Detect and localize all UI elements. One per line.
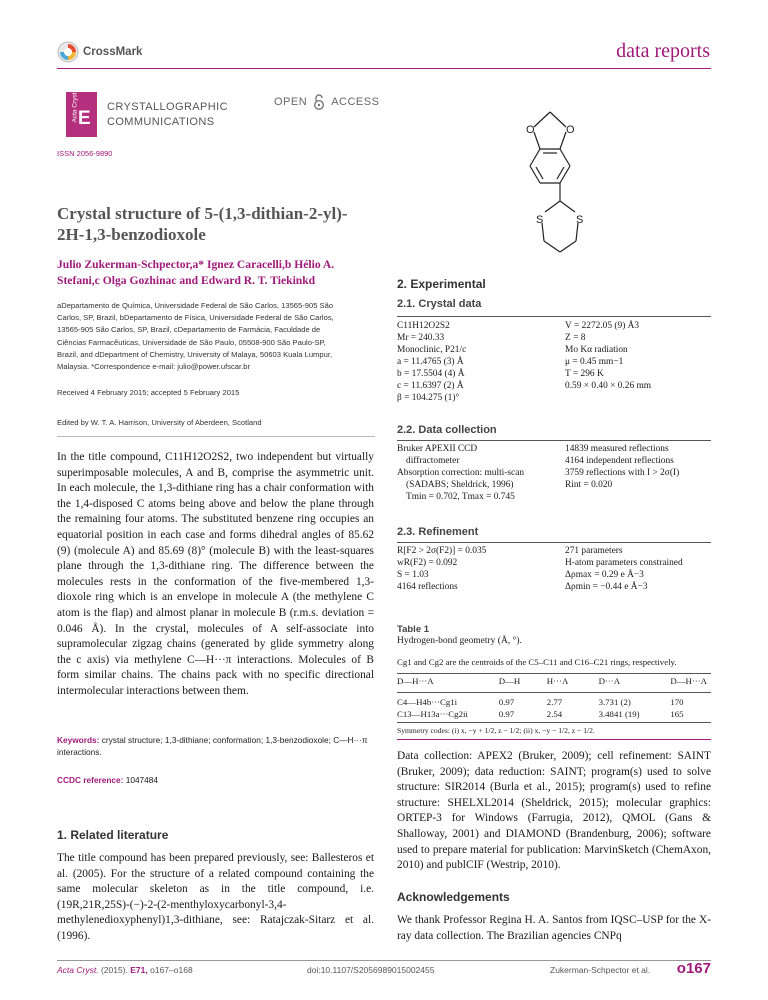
keywords-text: crystal structure; 1,3-dithiane; conformation; 1,3-benzodioxole; C—H···π interactions. [57,735,368,758]
atom-s1: S [536,214,544,226]
abstract-rule [57,436,375,437]
footer-pages: o167–o168 [150,965,193,975]
table-cell: C13—H13a···Cg2ii [397,709,468,719]
article-title-line2: 2H-1,3-benzodioxole [57,225,206,244]
crystal-item: Monoclinic, P21/c [397,345,467,355]
authors-line1: Julio Zukerman-Schpector,a* Ignez Caracelli,b Hélio A. [57,258,335,271]
collection-item: Rint = 0.020 [565,480,613,490]
crystal-item: a = 11.4765 (3) Å [397,357,464,367]
refinement-rule [397,542,711,543]
open-access-icon [312,94,326,110]
table-row [397,693,711,709]
table-col-header: D—H···A [397,676,434,686]
refinement-data-right [565,545,683,593]
refinement-item: Δρmin = −0.44 e Å−3 [565,582,648,592]
affiliations [57,300,397,373]
table-row [397,708,711,720]
molecule-diagram [500,105,610,270]
refinement-item: R[F2 > 2σ(F2)] = 0.035 [397,546,487,556]
table-col-header: D···A [598,676,621,686]
journal-badge-text: Acta Cryst [71,92,79,123]
collection-item: 3759 reflections with I > 2σ(I) [565,468,680,478]
authors [57,257,397,288]
collection-rule [397,440,711,441]
footer-doi[interactable]: doi:10.1107/S2056989015002455 [307,965,435,975]
crystal-data-right [565,320,651,392]
page-number: o167 [676,960,711,977]
software-text: Data collection: APEX2 (Bruker, 2009); cell refinement: SAINT (Bruker, 2009); data reduction: SAINT; program(s) used to solve structure: SIR2014 (Burla et al., 2015); program(s) used to refine structure: SHELXL2014 (Sheldrick, 2015); molecular graphics: ORTEP-3 for Windows (Farrugia, 2012), QMOL (Gans & Shalloway, 2001) and DIAMOND (Brandenburg, 2006); software used to prepare material for publication: MarvinSketch (ChemAxon, 2010) and publCIF (Westrip, 2010). [397,750,711,872]
affiliation-line: 13565-905 São Carlos, SP, Brazil, cDepartamento de Farmácia, Faculdade de [57,325,321,335]
journal-letter: E [78,108,91,129]
open-access-right: ACCESS [331,96,380,108]
hbond-table [397,675,711,720]
footer-rule [57,960,711,961]
refinement-heading: 2.3. Refinement [397,526,479,538]
table-cell: 2.54 [546,709,563,719]
crystal-item: 0.59 × 0.40 × 0.26 mm [565,381,652,391]
crystal-item: T = 296 K [565,369,604,379]
table-col-header: D—H [498,676,521,686]
related-text: The title compound has been prepared previously, see: Ballesteros et al. (2005). For the structure of a related compound containing the same molecular skeleton as in the title compound, i.e. (19R,21R,25S)-(−)-2-(2-menthyloxycarbonyl-3,4-methylenedioxyphenyl)1,3-dithiane, see: Ratajczak-Sitarz et al. (1996). [57,852,374,942]
keywords-label: Keywords: [57,735,100,745]
crystal-item: β = 104.275 (1)° [397,393,460,403]
crystal-item: V = 2272.05 (9) Å3 [565,321,640,331]
ccdc-label: CCDC reference: [57,775,124,785]
atom-o2: O [566,124,575,136]
table-cell: 3.4841 (19) [598,709,640,719]
footer-citation [57,965,193,975]
related-heading: 1. Related literature [57,828,169,842]
footer-year: (2015). [100,965,128,975]
open-access-left: OPEN [274,96,308,108]
crossmark-logo[interactable] [57,40,142,64]
editor: Edited by W. T. A. Harrison, University of Aberdeen, Scotland [57,418,262,427]
issn: ISSN 2056-9890 [57,149,113,158]
footer-volume: E71, [130,965,148,975]
table1-rule-end [397,739,711,740]
affiliation-line: Ciências Farmacêuticas, Universidade de São Paulo, 05508-900 São Paulo-SP, [57,337,326,347]
collection-data-left [397,443,524,503]
table-header-row [397,675,711,687]
acknowledgements-heading: Acknowledgements [397,890,510,904]
table1-label: Table 1 [397,624,430,635]
affiliation-line: Carlos, SP, Brazil, bDepartamento de Física, Universidade Federal de São Carlos, [57,313,334,323]
refinement-item: 4164 reflections [397,582,458,592]
crystal-item: Mr = 240.33 [397,333,445,343]
table1-symmetry: Symmetry codes: (i) x, −y + 1/2, z − 1/2; (ii) x, −y − 1/2, z − 1/2. [397,726,595,735]
crystal-item: c = 11.6397 (2) Å [397,381,464,391]
refinement-item: wR(F2) = 0.092 [397,558,458,568]
section-label: data reports [616,40,710,62]
journal-name-line2: COMMUNICATIONS [107,116,215,128]
article-title [57,203,397,245]
journal-name [107,100,228,130]
authors-line2: Stefani,c Olga Gozhinac and Edward R. T. Tiekinkd [57,273,316,287]
header-rule [57,68,711,69]
table1-rule-bottom [397,722,711,723]
footer-authors: Zukerman-Schpector et al. [550,965,651,975]
table1-rule-top [397,673,711,674]
table-cell: 2.77 [546,697,563,707]
table-col-header: H···A [546,676,569,686]
ccdc-value: 1047484 [125,775,159,785]
keywords [57,734,374,758]
journal-name-line1: CRYSTALLOGRAPHIC [107,101,228,113]
atom-s2: S [576,214,584,226]
table-cell: C4—H4b···Cg1i [397,697,458,707]
refinement-item: H-atom parameters constrained [565,558,683,568]
crystal-item: Z = 8 [565,333,586,343]
abstract: In the title compound, C11H12O2S2, two independent but virtually superimposable molecules, A and B, comprise the asymmetric unit. In each molecule, the 1,3-dithiane ring has a chair conformation with the 1,4-disposed C atoms being above and below the plane through the remaining four atoms. The substituted benzene ring occupies an equatorial position in each case and forms dihedral angles of 85.62 (9) (molecule A) and 85.69 (8)° (molecule B) with the least-squares plane through the 1,3-dithiane ring. The difference between the molecules rests in the conformation of the five-membered 1,3-dioxole ring which is an envelope in molecule A (the methylene C atom is the flap) and almost planar in molecule B (r.m.s. deviation = 0.046 Å). In the crystal, molecules of A self-associate into supramolecular zigzag chains (generated by glide symmetry along the c axis) via methylene C—H···π interactions. Molecules of B form similar chains. The chains pack with no specific directional intermolecular interactions between them. [57,451,374,697]
table1-caption: Hydrogen-bond geometry (Å, °). [397,636,522,646]
article-title-line1: Crystal structure of 5-(1,3-dithian-2-yl)- [57,204,348,223]
footer-journal: Acta Cryst. [57,965,99,975]
refinement-item: 271 parameters [565,546,623,556]
refinement-item: S = 1.03 [397,570,429,580]
refinement-item: Δρmax = 0.29 e Å−3 [565,570,644,580]
journal-badge [66,92,97,137]
crystal-rule [397,316,711,317]
crossmark-icon [57,41,79,63]
collection-heading: 2.2. Data collection [397,424,497,436]
table1-note: Cg1 and Cg2 are the centroids of the C5–C11 and C16–C21 rings, respectively. [397,657,677,667]
ccdc [57,775,158,785]
collection-data-right [565,443,679,491]
table-cell: 165 [670,709,684,719]
open-access [274,94,379,110]
crystal-item: b = 17.5504 (4) Å [397,369,465,379]
affiliation-line: Malaysia. *Correspondence e-mail: julio@power.ufscar.br [57,362,250,372]
table-col-header: D—H···A [670,676,707,686]
collection-item: diffractometer [406,456,460,466]
collection-item: Absorption correction: multi-scan [397,468,525,478]
crystal-data-left [397,320,466,404]
atom-o1: O [526,124,535,136]
collection-item: 14839 measured reflections [565,444,669,454]
collection-item: 4164 independent reflections [565,456,674,466]
crystal-item: C11H12O2S2 [397,321,450,331]
table-cell: 170 [670,697,684,707]
refinement-data-left [397,545,486,593]
crystal-item: μ = 0.45 mm−1 [565,357,624,367]
acknowledgements-text: We thank Professor Regina H. A. Santos from IQSC–USP for the X-ray data collection. The Brazilian agencies CNPq [397,914,711,942]
table-cell: 0.97 [498,697,515,707]
crossmark-label: CrossMark [83,46,143,58]
crystal-heading: 2.1. Crystal data [397,298,482,310]
crystal-item: Mo Kα radiation [565,345,628,355]
collection-item: Tmin = 0.702, Tmax = 0.745 [406,492,515,502]
table-cell: 3.731 (2) [598,697,631,707]
affiliation-line: aDepartamento de Química, Universidade Federal de São Carlos, 13565-905 São [57,301,334,310]
affiliation-line: Brazil, and dDepartment of Chemistry, University of Malaya, 50603 Kuala Lumpur, [57,349,333,359]
received-dates: Received 4 February 2015; accepted 5 February 2015 [57,388,240,397]
collection-item: (SADABS; Sheldrick, 1996) [406,480,514,490]
collection-item: Bruker APEXII CCD [397,444,478,454]
table-cell: 0.97 [498,709,515,719]
experimental-heading: 2. Experimental [397,277,486,291]
